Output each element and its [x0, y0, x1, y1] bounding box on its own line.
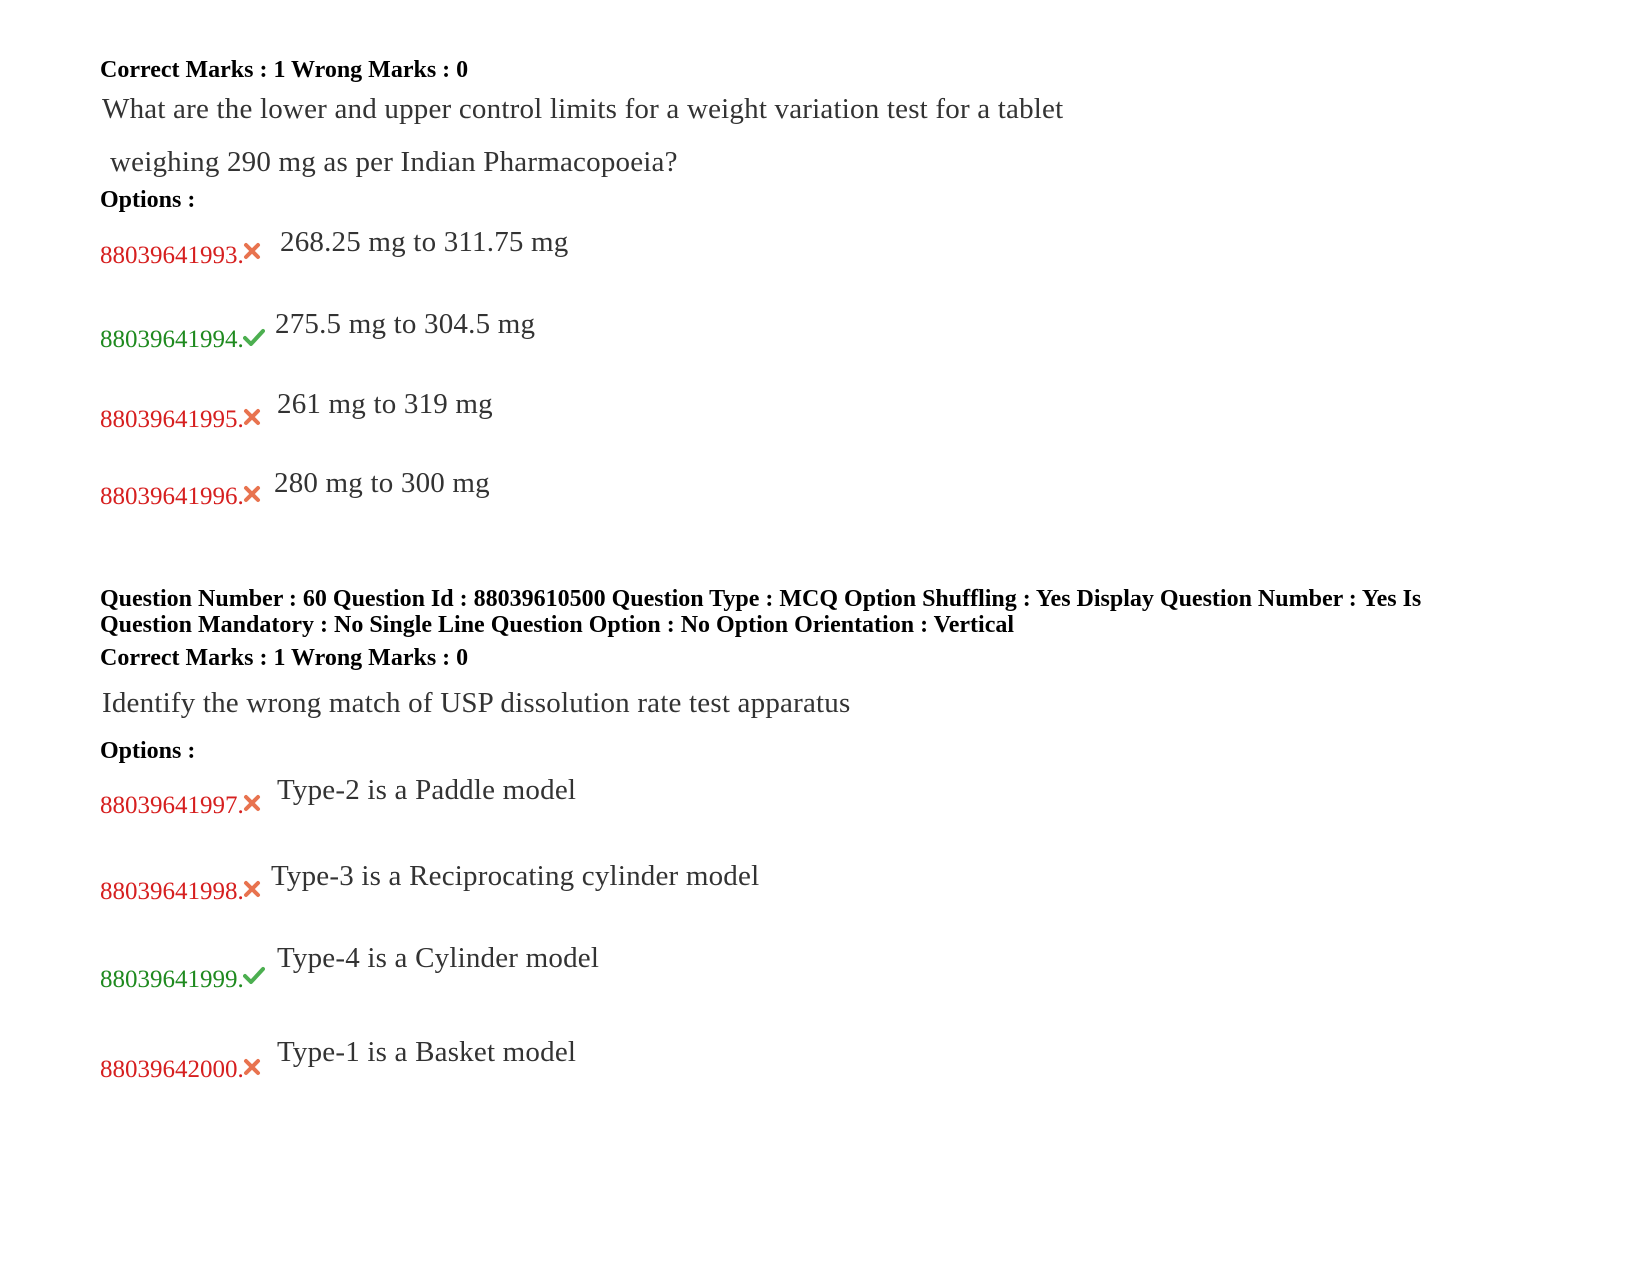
cross-icon: [243, 485, 265, 507]
option-text: 261 mg to 319 mg: [277, 388, 493, 420]
option-text: 275.5 mg to 304.5 mg: [275, 308, 536, 340]
check-icon: [243, 966, 265, 988]
option-id: 88039641994.: [100, 326, 244, 353]
option-id: 88039641995.: [100, 406, 244, 433]
q59-question-line2: weighing 290 mg as per Indian Pharmacopoeia?: [110, 146, 678, 178]
option-text: Type-4 is a Cylinder model: [277, 942, 600, 974]
q59-options-label: Options :: [100, 187, 196, 213]
option-text: Type-1 is a Basket model: [277, 1036, 577, 1068]
q60-marks: Correct Marks : 1 Wrong Marks : 0: [100, 645, 469, 671]
option-id: 88039641996.: [100, 483, 244, 510]
cross-icon: [243, 1058, 265, 1080]
option-id: 88039642000.: [100, 1056, 244, 1083]
option-id: 88039641993.: [100, 242, 244, 269]
cross-icon: [243, 408, 265, 430]
option-id: 88039641999.: [100, 966, 244, 993]
q59-marks: Correct Marks : 1 Wrong Marks : 0: [100, 57, 469, 83]
cross-icon: [243, 880, 265, 902]
option-id: 88039641998.: [100, 878, 244, 905]
option-id: 88039641997.: [100, 792, 244, 819]
q60-header-line1: Question Number : 60 Question Id : 88039610500 Question Type : MCQ Option Shuffling : Yes Display Question Number : Yes Is: [100, 586, 1422, 612]
option-text: 280 mg to 300 mg: [274, 467, 490, 499]
q60-options-label: Options :: [100, 738, 196, 764]
q60-header-line2: Question Mandatory : No Single Line Question Option : No Option Orientation : Vertical: [100, 612, 1015, 638]
cross-icon: [243, 794, 265, 816]
option-text: Type-2 is a Paddle model: [277, 774, 577, 806]
q59-question-line1: What are the lower and upper control limits for a weight variation test for a tablet: [102, 93, 1064, 125]
cross-icon: [243, 242, 265, 264]
check-icon: [243, 328, 265, 350]
option-text: Type-3 is a Reciprocating cylinder model: [271, 860, 760, 892]
option-text: 268.25 mg to 311.75 mg: [280, 226, 569, 258]
q60-question: Identify the wrong match of USP dissolution rate test apparatus: [102, 687, 851, 719]
